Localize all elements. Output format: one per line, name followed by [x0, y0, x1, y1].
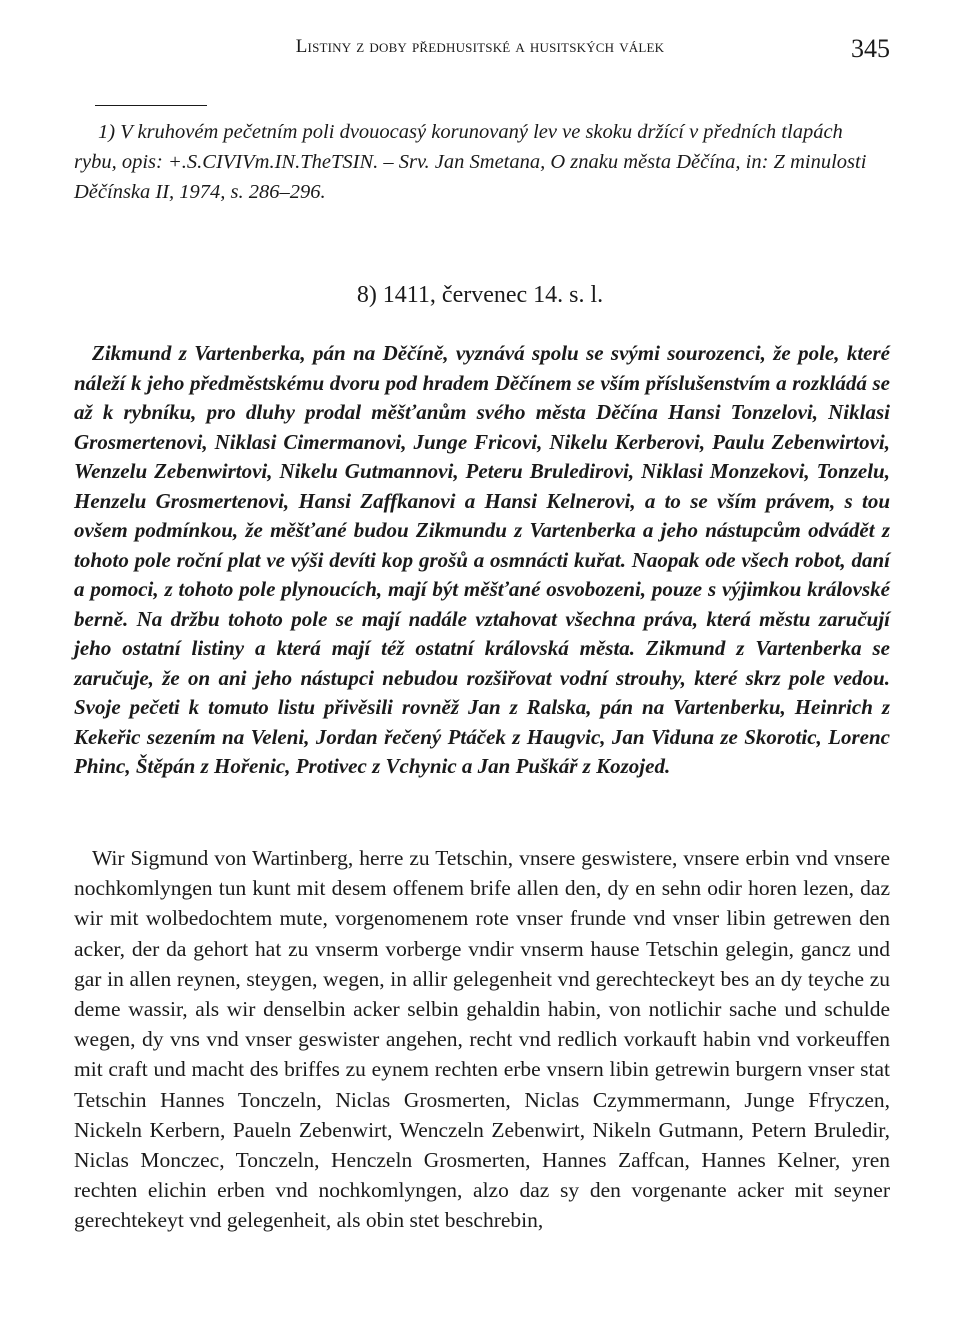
- footnote: 1) V kruhovém pečetním poli dvouocasý korunovaný lev ve skoku držící v předních tlapách rybu, opis: +.S.CIVIVm.IN.TheTSIN. – Srv. Jan Smetana, O znaku města Děčína, in: Z minulosti Děčínska II, 1974, s. 286–296.: [74, 121, 867, 203]
- transcript-paragraph: Wir Sigmund von Wartinberg, herre zu Tetschin, vnsere geswistere, vnsere erbin vnd vnsere nochkomlyngen tun kunt mit desem offenem brife allen den, dy en sehn odir horen lezen, daz wir mit wolbedochtem mute, vorgenomenem rote vnser frunde vnd vnser libin getrewen den acker, der da gehort hat zu vnserm vorberge vndir vnserm hause Tetschin gelegin, gancz und gar in allen reynen, steygen, wegen, in allir gelegenheit vnd gerechteckeyt bes an dy teyche zu deme wassir, als wir denselbin acker selbin gehaldin habin, von notlichir sache und schulde wegen, dy vns vnd vnser geswister angehen, recht vnd redlich vorkauft habin vnd vorkeuffen mit craft und macht des briffes zu eynem rechten erbe vnsern libin getrewin burgern vnser stat Tetschin Hannes Tonczeln, Niclas Grosmerten, Niclas Czymmermann, Junge Ffryczen, Nickeln Kerbern, Paueln Zebenwirt, Wenczeln Zebenwirt, Nikeln Gutmann, Petern Bruledir, Niclas Monczec, Tonczeln, Henczeln Grosmerten, Hannes Zaffcan, Hannes Kelner, yren rechten elichin erben vnd nochkomlyngen, alzo daz sy den vorgenante acker mit seyner gerechtekeyt vnd gelegenheit, als obin stet beschrebin,: [74, 846, 890, 1233]
- running-head: Listiny z doby předhusitské a husitských válek: [295, 36, 665, 57]
- regest-paragraph: Zikmund z Vartenberka, pán na Děčíně, vyznává spolu se svými sourozenci, že pole, které náleží k jeho předměstskému dvoru pod hradem Děčínem se vším příslušenstvím a rozkládá se až k rybníku, pro dluhy prodal měšťanům svého města Děčína Hansi Tonzelovi, Niklasi Grosmertenovi, Niklasi Cimermanovi, Junge Fricovi, Nikelu Kerberovi, Paulu Zebenwirtovi, Wenzelu Zebenwirtovi, Nikelu Gutmannovi, Peteru Bruledirovi, Niklasi Monzekovi, Tonzelu, Henzelu Grosmertenovi, Hansi Zaffkanovi a Hansi Kelnerovi, a to se vším právem, s tou ovšem podmínkou, že měšťané budou Zikmundu z Vartenberka a jeho nástupcům odvádět z tohoto pole roční plat ve výši devíti kop grošů a osmnácti kuřat. Naopak ode všech robot, daní a pomoci, z tohoto pole plynoucích, mají být měšťané osvobozeni, pouze s výjimkou královské berně. Na držbu tohoto pole se mají nadále vztahovat všechna práva, která městu zaručují jeho ostatní listiny a která mají též ostatní královská města. Zikmund z Vartenberka se zaručuje, že on ani jeho nástupci nebudou rozšiřovat vodní strouhy, které skrz pole vedou. Svoje pečeti k tomuto listu přivěsili rovněž Jan z Ralska, pán na Vartenberku, Heinrich z Kekeřic sezením na Veleni, Jordan řečený Ptáček z Haugvic, Jan Viduna ze Skorotic, Lorenc Phinc, Štěpán z Hořenic, Protivec z Vchynic a Jan Puškář z Kozojed.: [74, 341, 890, 778]
- document-heading: 8) 1411, červenec 14. s. l.: [356, 282, 604, 308]
- page-number: 345: [851, 34, 890, 63]
- footnote-rule: [95, 105, 207, 106]
